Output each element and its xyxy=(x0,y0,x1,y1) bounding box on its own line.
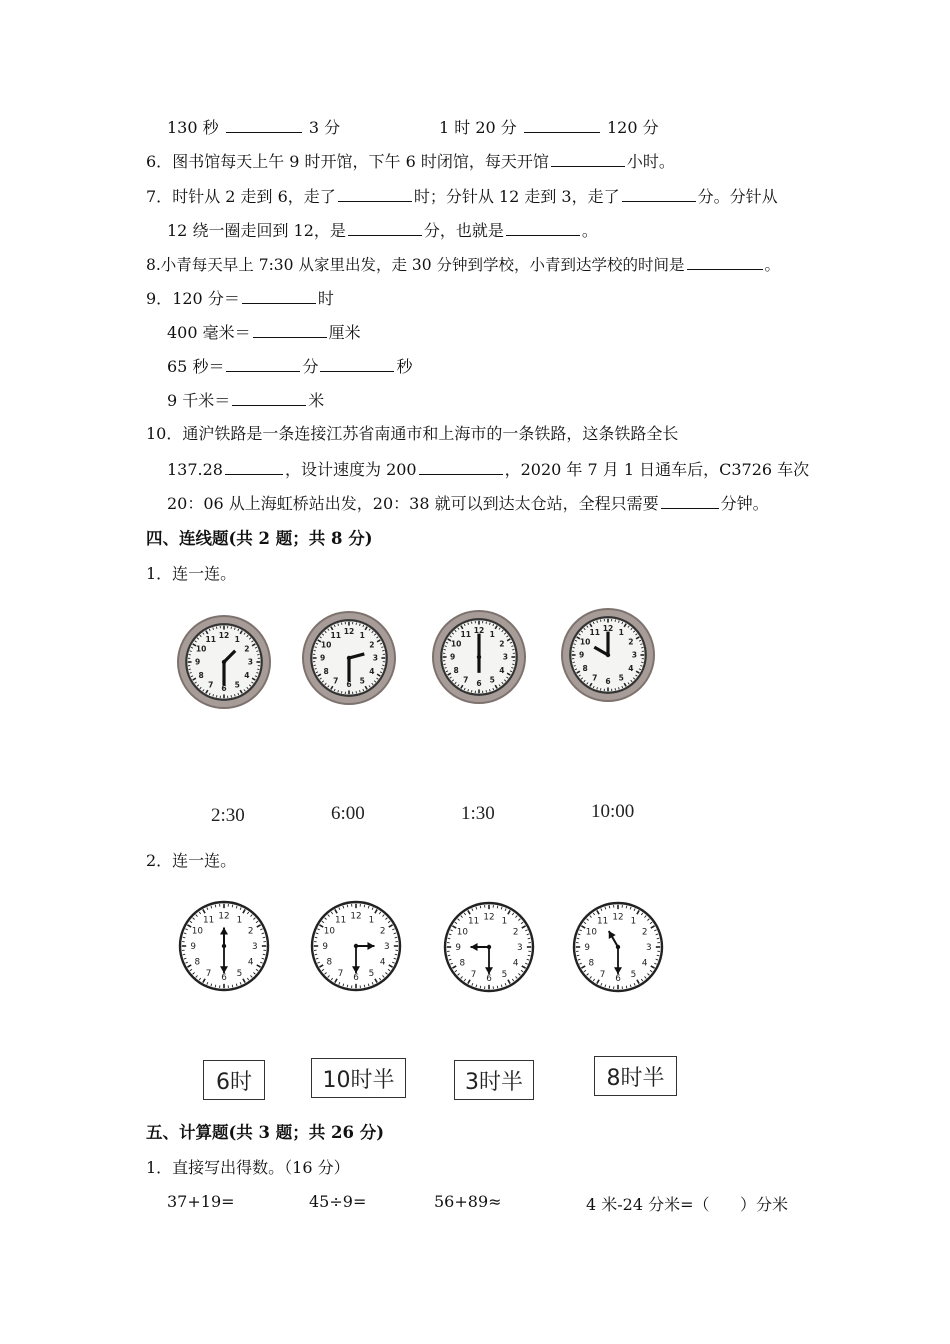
clock-tick xyxy=(263,954,266,955)
question-9-line2 xyxy=(167,321,361,344)
question-6 xyxy=(146,150,675,173)
clock-hub xyxy=(487,945,491,949)
q7-text-c: 分。分针从 xyxy=(697,187,778,206)
clock-number: 1 xyxy=(501,916,508,927)
clock-number: 8 xyxy=(194,957,201,968)
clock-number: 8 xyxy=(453,665,459,675)
clock-number: 6 xyxy=(353,972,359,983)
clock-number: 11 xyxy=(460,629,472,639)
clock-number: 1 xyxy=(368,915,375,926)
q9-blank-2[interactable] xyxy=(253,321,327,338)
clock-number: 10 xyxy=(585,927,597,938)
q5-blank-2[interactable] xyxy=(524,116,600,133)
clock-tick xyxy=(183,937,186,938)
q6-text-b: 小时。 xyxy=(626,152,675,171)
clock-number: 7 xyxy=(592,673,598,683)
calc-item-4: 4 米-24 分米=（ ）分米 xyxy=(586,1195,789,1214)
clock-tick xyxy=(232,905,233,908)
clock-number: 8 xyxy=(582,663,588,673)
clock-number: 9 xyxy=(584,943,591,954)
clock-tick xyxy=(626,986,627,989)
clock-number: 3 xyxy=(502,652,509,662)
clock-tick xyxy=(263,937,266,938)
clock-number: 2 xyxy=(244,644,250,654)
clock-number: 8 xyxy=(323,666,329,676)
clock-number: 3 xyxy=(645,943,652,954)
calc-item-1: 37+19= xyxy=(167,1192,235,1211)
clock-tick xyxy=(577,938,580,939)
q8-blank[interactable] xyxy=(687,253,763,270)
question-7-line2 xyxy=(167,219,598,242)
clock-tick xyxy=(609,906,610,909)
clock-tick xyxy=(448,938,451,939)
clock-line-3[interactable] xyxy=(441,899,537,995)
clock-hub xyxy=(347,656,351,660)
q9-l3-c: 秒 xyxy=(396,357,413,376)
clock-hub xyxy=(477,655,481,659)
clock-number: 8 xyxy=(326,957,333,968)
clock-number: 9 xyxy=(449,652,456,662)
q7-blank-1[interactable] xyxy=(338,185,412,202)
clock-number: 7 xyxy=(599,969,606,980)
clock-tick xyxy=(577,955,580,956)
q10-blank-1[interactable] xyxy=(225,458,283,475)
clock-tick xyxy=(657,938,660,939)
clock-tick xyxy=(347,905,348,908)
q5-blank-1[interactable] xyxy=(226,116,302,133)
clock-tick xyxy=(528,938,531,939)
q9-l1-a: 120 分＝ xyxy=(172,289,240,308)
clock-number: 7 xyxy=(470,969,477,980)
clock-number: 12 xyxy=(612,912,624,923)
q9-l2-a: 400 毫米＝ xyxy=(167,323,251,342)
clock-number: 2 xyxy=(628,637,634,647)
time-label-3[interactable]: 1:30 xyxy=(461,803,495,824)
clock-number: 6 xyxy=(346,680,352,690)
clock-number: 7 xyxy=(333,676,339,686)
clock-number: 5 xyxy=(234,680,240,690)
clock-number: 3 xyxy=(251,942,258,953)
q10-line1: 通沪铁路是一条连接江苏省南通市和上海市的一条铁路，这条铁路全长 xyxy=(182,424,679,443)
q6-text-a: 图书馆每天上午 9 时开馆，下午 6 时闭馆，每天开馆 xyxy=(172,152,549,171)
q5-left-a: 130 秒 xyxy=(167,118,219,137)
q7-number: 7． xyxy=(146,187,173,206)
clock-number: 9 xyxy=(190,942,197,953)
clock-number: 2 xyxy=(369,640,375,650)
clock-number: 12 xyxy=(602,624,614,634)
answer-box-4[interactable]: 8时半 xyxy=(594,1056,677,1096)
clock-hub xyxy=(222,660,226,664)
clock-number: 11 xyxy=(205,634,217,644)
question-9-line4 xyxy=(167,389,324,412)
q9-number: 9． xyxy=(146,289,173,308)
clock-number: 11 xyxy=(596,916,609,927)
clock-number: 10 xyxy=(579,637,591,647)
calc-item-3: 56+89≈ xyxy=(434,1192,502,1211)
clock-number: 4 xyxy=(244,670,250,680)
q5-right-b: 120 分 xyxy=(607,118,659,137)
q10-blank-3[interactable] xyxy=(661,492,719,509)
q10-line2-a: 137.28 xyxy=(167,460,223,479)
clock-hub xyxy=(222,944,226,948)
clock-tick xyxy=(232,985,233,988)
q9-blank-3[interactable] xyxy=(226,355,300,372)
q7-blank-4[interactable] xyxy=(506,219,580,236)
clock-number: 1 xyxy=(618,627,624,637)
question-10-line2 xyxy=(167,458,809,481)
question-9-line1 xyxy=(146,287,334,310)
q9-l2-b: 厘米 xyxy=(328,323,361,342)
clock-photo-1[interactable] xyxy=(174,612,274,712)
question-7-line1 xyxy=(146,185,778,208)
clock-number: 1 xyxy=(359,630,365,640)
clock-tick xyxy=(364,985,365,988)
clock-number: 6 xyxy=(486,973,492,984)
clock-hub xyxy=(606,653,610,657)
clock-number: 3 xyxy=(247,657,254,667)
q9-blank-1[interactable] xyxy=(242,287,316,304)
question-10-line1 xyxy=(146,423,678,445)
q7-text-b: 时；分针从 12 走到 3，走了 xyxy=(413,187,620,206)
clock-hub xyxy=(616,945,620,949)
clock-tick xyxy=(183,954,186,955)
clock-number: 12 xyxy=(218,631,230,641)
q9-l4-a: 9 千米＝ xyxy=(167,391,231,410)
clock-tick xyxy=(609,986,610,989)
clock-number: 11 xyxy=(334,915,347,926)
clock-number: 8 xyxy=(588,958,595,969)
clock-tick xyxy=(347,985,348,988)
time-label-2[interactable]: 6:00 xyxy=(331,803,365,824)
q9-l3-a: 65 秒＝ xyxy=(167,357,225,376)
clock-tick xyxy=(657,955,660,956)
clock-line-2[interactable] xyxy=(308,898,404,994)
q9-l4-b: 米 xyxy=(308,391,325,410)
q9-blank-4[interactable] xyxy=(320,355,394,372)
q10-line2-c: ，2020 年 7 月 1 日通车后，C3726 车次 xyxy=(504,460,810,479)
time-label-1[interactable]: 2:30 xyxy=(211,805,245,826)
q5-left-b: 3 分 xyxy=(308,118,341,137)
q8-text-a: 8.小青每天早上 7:30 从家里出发，走 30 分钟到学校，小青到达学校的时间是 xyxy=(146,256,685,274)
clock-number: 5 xyxy=(501,969,508,980)
q9-blank-5[interactable] xyxy=(232,389,306,406)
section-4-q2: 2．连一连。 xyxy=(146,851,237,870)
clock-tick xyxy=(497,906,498,909)
clock-number: 1 xyxy=(234,634,240,644)
q10-line3-b: 分钟。 xyxy=(720,494,769,513)
question-10-line3 xyxy=(167,492,769,515)
clock-number: 8 xyxy=(198,670,204,680)
clock-number: 8 xyxy=(459,958,466,969)
clock-number: 1 xyxy=(630,916,637,927)
q6-number: 6． xyxy=(146,152,173,171)
clock-number: 11 xyxy=(330,630,342,640)
clock-number: 1 xyxy=(236,915,243,926)
clock-photo-2[interactable] xyxy=(299,608,399,708)
clock-number: 6 xyxy=(615,973,621,984)
clock-number: 10 xyxy=(456,927,468,938)
q10-line2-b: ，设计速度为 200 xyxy=(284,460,417,479)
clock-number: 7 xyxy=(463,675,469,685)
clock-number: 5 xyxy=(489,675,495,685)
clock-tick xyxy=(448,955,451,956)
calc-item-2: 45÷9= xyxy=(309,1192,367,1211)
clock-number: 10 xyxy=(191,926,203,937)
clock-number: 4 xyxy=(499,665,505,675)
clock-number: 7 xyxy=(337,968,344,979)
clock-number: 9 xyxy=(319,653,326,663)
q5-row-right xyxy=(439,116,659,139)
clock-number: 12 xyxy=(218,911,230,922)
clock-number: 11 xyxy=(589,627,601,637)
question-9-line3 xyxy=(167,355,412,378)
section-4-title: 四、连线题(共 2 题；共 8 分) xyxy=(146,529,373,548)
clock-number: 2 xyxy=(512,927,519,938)
q7-text-d: 12 绕一圈走回到 12，是 xyxy=(167,221,346,240)
clock-tick xyxy=(315,954,318,955)
clock-number: 3 xyxy=(631,650,638,660)
clock-number: 4 xyxy=(641,958,648,969)
clock-tick xyxy=(626,906,627,909)
clock-number: 10 xyxy=(195,644,207,654)
q7-blank-2[interactable] xyxy=(622,185,696,202)
clock-tick xyxy=(315,937,318,938)
clock-number: 1 xyxy=(489,629,495,639)
clock-number: 4 xyxy=(628,663,634,673)
q5-row xyxy=(167,116,340,139)
clock-number: 10 xyxy=(323,926,335,937)
q7-text-e: 分，也就是 xyxy=(423,221,504,240)
clock-number: 9 xyxy=(194,657,201,667)
clock-tick xyxy=(497,986,498,989)
clock-number: 5 xyxy=(359,676,365,686)
clock-number: 4 xyxy=(369,666,375,676)
q9-l3-b: 分 xyxy=(302,357,319,376)
q9-l1-b: 时 xyxy=(317,289,334,308)
section-5-title: 五、计算题(共 3 题；共 26 分) xyxy=(146,1123,385,1142)
clock-number: 10 xyxy=(320,640,332,650)
clock-tick xyxy=(528,955,531,956)
clock-tick xyxy=(395,937,398,938)
answer-box-2[interactable]: 10时半 xyxy=(311,1058,406,1098)
clock-number: 2 xyxy=(379,926,386,937)
clock-number: 9 xyxy=(322,942,329,953)
clock-number: 2 xyxy=(499,639,505,649)
clock-tick xyxy=(215,905,216,908)
time-label-4[interactable]: 10:00 xyxy=(591,801,635,822)
clock-number: 4 xyxy=(247,957,254,968)
clock-tick xyxy=(480,986,481,989)
section-4-q1: 1．连一连。 xyxy=(146,564,237,583)
clock-number: 5 xyxy=(368,968,375,979)
q7-text-a: 时针从 2 走到 6，走了 xyxy=(172,187,336,206)
clock-number: 4 xyxy=(379,957,386,968)
clock-line-4[interactable] xyxy=(570,899,666,995)
clock-number: 12 xyxy=(343,627,355,637)
q10-number: 10． xyxy=(146,424,183,443)
q7-blank-3[interactable] xyxy=(348,219,422,236)
q7-text-f: 。 xyxy=(581,221,598,240)
q6-blank[interactable] xyxy=(551,150,625,167)
clock-number: 7 xyxy=(205,968,212,979)
clock-number: 12 xyxy=(483,912,495,923)
clock-photo-4[interactable] xyxy=(558,605,658,705)
clock-hub xyxy=(354,944,358,948)
clock-line-1[interactable] xyxy=(176,898,272,994)
clock-number: 6 xyxy=(476,679,482,689)
clock-number: 5 xyxy=(236,968,243,979)
clock-number: 3 xyxy=(383,942,390,953)
clock-photo-3[interactable] xyxy=(429,607,529,707)
section-5-q1: 1．直接写出得数。（16 分） xyxy=(146,1158,350,1177)
clock-number: 3 xyxy=(516,943,523,954)
clock-number: 6 xyxy=(221,972,227,983)
q5-right-a: 1 时 20 分 xyxy=(439,118,517,137)
clock-number: 5 xyxy=(618,673,624,683)
clock-tick xyxy=(215,985,216,988)
clock-number: 10 xyxy=(450,639,462,649)
clock-number: 3 xyxy=(372,653,379,663)
clock-number: 2 xyxy=(247,926,254,937)
q10-line3-a: 20：06 从上海虹桥站出发，20：38 就可以到达太仓站，全程只需要 xyxy=(167,494,659,513)
clock-number: 6 xyxy=(221,684,227,694)
clock-tick xyxy=(395,954,398,955)
clock-number: 11 xyxy=(202,915,215,926)
question-8 xyxy=(146,253,780,276)
clock-number: 9 xyxy=(578,650,585,660)
answer-box-3[interactable]: 3时半 xyxy=(454,1060,534,1100)
clock-number: 6 xyxy=(605,677,611,687)
clock-tick xyxy=(364,905,365,908)
clock-number: 9 xyxy=(455,943,462,954)
clock-number: 5 xyxy=(630,969,637,980)
clock-number: 7 xyxy=(208,680,214,690)
clock-number: 4 xyxy=(512,958,519,969)
clock-number: 12 xyxy=(473,626,485,636)
answer-box-1[interactable]: 6时 xyxy=(203,1060,265,1100)
clock-number: 2 xyxy=(641,927,648,938)
clock-number: 12 xyxy=(350,911,362,922)
clock-number: 11 xyxy=(467,916,480,927)
q10-blank-2[interactable] xyxy=(419,458,503,475)
q8-text-b: 。 xyxy=(764,256,781,274)
clock-tick xyxy=(480,906,481,909)
